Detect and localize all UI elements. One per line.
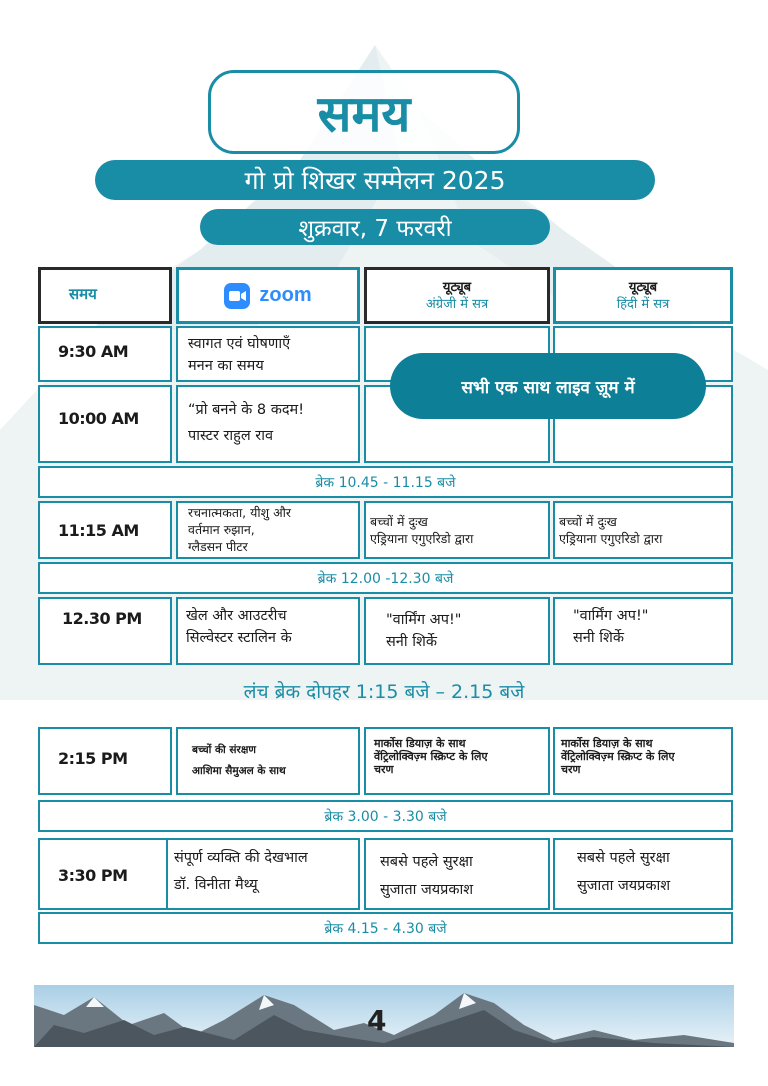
session-speaker: डॉ. विनीता मैथ्यू: [174, 877, 258, 893]
table-row-215-zoom: [176, 727, 360, 795]
event-subtitle: गो प्रो शिखर सम्मेलन 2025: [95, 160, 655, 200]
session-title: खेल और आउटरीच: [186, 608, 287, 624]
page-title: समय: [317, 85, 411, 143]
session-title: बच्चों में दुःख: [370, 514, 428, 529]
session-line: वेंट्रिलोक्विज़्म स्क्रिप्ट के लिए: [561, 750, 675, 763]
session-line: वर्तमान रुझान,: [188, 522, 255, 537]
table-row-215-en: [364, 727, 550, 795]
session-title: "वार्मिंग अप!": [573, 608, 649, 624]
session-line: चरण: [561, 763, 581, 776]
table-row-1230-time: [38, 597, 172, 665]
page-number: 4: [367, 1004, 387, 1037]
table-row-1000-time: [38, 385, 172, 463]
table-row-1230-hi: [553, 597, 733, 665]
time-label: 9:30 AM: [58, 342, 129, 361]
session-speaker: सनी शिर्के: [386, 634, 437, 650]
session-speaker: ग्लैडसन पीटर: [188, 539, 248, 554]
session-line: चरण: [374, 763, 394, 776]
time-label: 11:15 AM: [58, 521, 139, 540]
time-label: 2:15 PM: [58, 749, 128, 768]
table-row-1115-hi: [553, 501, 733, 559]
time-label: 12.30 PM: [62, 609, 142, 628]
page-title-box: [208, 70, 520, 154]
time-label: 10:00 AM: [58, 409, 139, 428]
table-row-215-hi: [553, 727, 733, 795]
session-speaker: सुजाता जयप्रकाश: [380, 882, 474, 898]
session-speaker: आशिमा सैमुअल के साथ: [192, 765, 286, 777]
session-line: रचनात्मकता, यीशु और: [188, 505, 291, 520]
session-speaker: पास्टर राहुल राव: [188, 428, 274, 444]
lunch-break-label: लंच ब्रेक दोपहर 1:15 बजे – 2.15 बजे: [243, 681, 525, 703]
session-line: मार्कोस डियाज़ के साथ: [561, 737, 653, 750]
session-title: बच्चों की संरक्षण: [192, 744, 256, 756]
table-row-330-en: [364, 838, 550, 910]
session-speaker: एड्रियाना एगुएरिडो द्वारा: [370, 531, 474, 546]
header-time-label: समय: [69, 285, 97, 303]
table-row-1230-en: [364, 597, 550, 665]
session-line: मार्कोस डियाज़ के साथ: [374, 737, 466, 750]
table-row-1115-zoom: [176, 501, 360, 559]
youtube-english-sub: अंग्रेजी में सत्र: [425, 297, 489, 312]
table-row-930-zoom: [176, 326, 360, 382]
table-row-1115-time: [38, 501, 172, 559]
session-title: संपूर्ण व्यक्ति की देखभाल: [174, 850, 308, 866]
header-zoom-cell: [176, 267, 360, 324]
table-row-215-time: [38, 727, 172, 795]
session-speaker: सिल्वेस्टर स्टालिन के: [186, 630, 292, 646]
table-row-930-time: [38, 326, 172, 382]
header-youtube-english-cell: [364, 267, 550, 324]
session-speaker: सुजाता जयप्रकाश: [577, 878, 671, 894]
break-row-1: ब्रेक 10.45 - 11.15 बजे: [38, 466, 733, 498]
table-row-330-time: [38, 838, 172, 910]
session-title: “प्रो बनने के 8 कदम!: [188, 402, 305, 418]
break-row-3: ब्रेक 3.00 - 3.30 बजे: [38, 800, 733, 832]
youtube-hindi-title: यूट्यूब: [628, 280, 658, 295]
zoom-label: zoom: [259, 284, 312, 306]
table-row-1115-en: [364, 501, 550, 559]
session-sub: मनन का समय: [188, 358, 264, 374]
header-youtube-hindi-cell: [553, 267, 733, 324]
event-date: शुक्रवार, 7 फरवरी: [200, 209, 550, 245]
break-row-4: ब्रेक 4.15 - 4.30 बजे: [38, 912, 733, 944]
youtube-english-title: यूट्यूब: [442, 280, 472, 295]
youtube-hindi-sub: हिंदी में सत्र: [616, 297, 670, 312]
zoom-icon: [224, 283, 250, 309]
table-row-1230-zoom: [176, 597, 360, 665]
session-speaker: सनी शिर्के: [573, 630, 624, 646]
session-title: बच्चों में दुःख: [559, 514, 617, 529]
table-row-330-zoom: [166, 838, 360, 910]
session-title: सबसे पहले सुरक्षा: [577, 850, 670, 866]
live-zoom-banner: सभी एक साथ लाइव ज़ूम में: [390, 353, 706, 419]
session-title: स्वागत एवं घोषणाएँ: [188, 336, 291, 352]
time-label: 3:30 PM: [58, 866, 128, 885]
table-row-1000-zoom: [176, 385, 360, 463]
session-title: सबसे पहले सुरक्षा: [380, 854, 473, 870]
session-title: "वार्मिंग अप!": [386, 612, 462, 628]
session-line: वेंट्रिलोक्विज़्म स्क्रिप्ट के लिए: [374, 750, 488, 763]
table-row-330-hi: [553, 838, 733, 910]
break-row-2: ब्रेक 12.00 -12.30 बजे: [38, 562, 733, 594]
session-speaker: एड्रियाना एगुएरिडो द्वारा: [559, 531, 663, 546]
header-time-cell: [38, 267, 172, 324]
